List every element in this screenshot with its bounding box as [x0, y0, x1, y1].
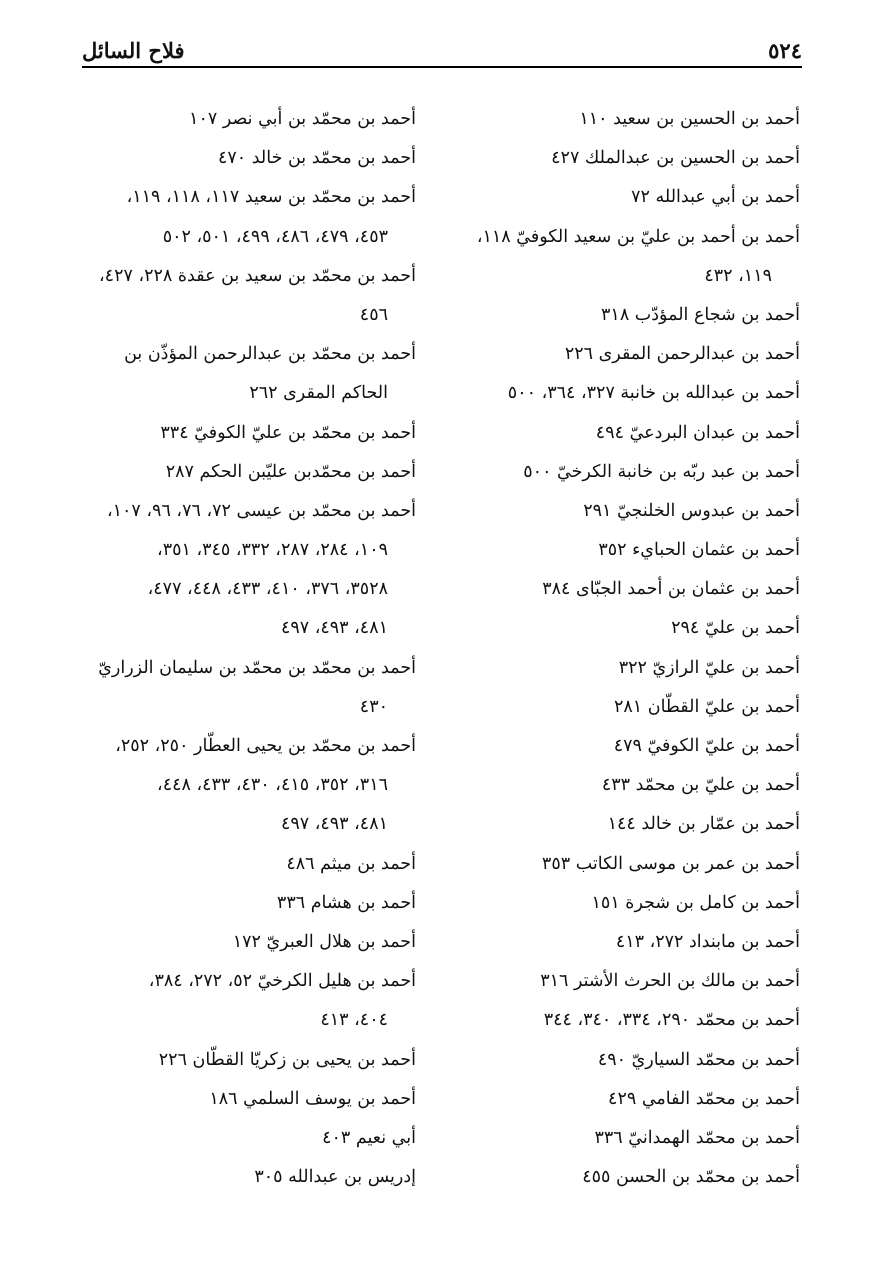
- index-entry: أحمد بن عليّ الكوفيّ ٤٧٩: [613, 736, 800, 756]
- index-entry: أحمد بن محمّد بن عيسى ٧٢، ٧٦، ٩٦، ١٠٧،: [106, 500, 416, 521]
- index-entry: أحمد بن محمّد الهمدانيّ ٣٣٦: [594, 1127, 800, 1148]
- index-entry: أحمد بن مابنداد ٢٧٢، ٤١٣: [615, 931, 800, 952]
- index-entry: أحمد بن يحيى بن زكريّا القطّان ٢٢٦: [158, 1049, 416, 1070]
- index-entry: أحمد بن محمّد بن أبي نصر ١٠٧: [189, 109, 416, 129]
- index-entry-continuation: ٤٠٤، ٤١٣: [320, 1010, 388, 1031]
- index-entry: أحمد بن كامل بن شجرة ١٥١: [591, 892, 800, 913]
- index-entry: أحمد بن محمّد الفامي ٤٢٩: [608, 1088, 800, 1109]
- index-entry: أحمد بن محمّد بن عليّ الكوفيّ ٣٣٤: [160, 422, 416, 443]
- index-column-left: [76, 100, 416, 1197]
- index-entry: أحمد بن محمّد بن يحيى العطّار ٢٥٠، ٢٥٢،: [115, 736, 416, 756]
- index-entry: إدريس بن عبدالله ٣٠٥: [254, 1167, 416, 1188]
- index-entry-continuation: ٤٨١، ٤٩٣، ٤٩٧: [280, 618, 388, 639]
- header-rule: [82, 66, 802, 68]
- index-entry: أحمد بن عمر بن موسى الكاتب ٣٥٣: [541, 853, 800, 874]
- index-entry: أحمد بن هلال العبريّ ١٧٢: [232, 931, 416, 952]
- index-entry: أحمد بن عمّار بن خالد ١٤٤: [607, 814, 800, 835]
- index-entry-continuation: ٤٨١، ٤٩٣، ٤٩٧: [280, 814, 388, 835]
- index-entry-continuation: ٣٥٢٨، ٣٧٦، ٤١٠، ٤٣٣، ٤٤٨، ٤٧٧،: [147, 579, 388, 600]
- index-entry: أحمد بن محمّد بن الحسن ٤٥٥: [582, 1167, 800, 1188]
- index-entry: أحمد بن محمّد ٢٩٠، ٣٣٤، ٣٤٠، ٣٤٤: [543, 1010, 800, 1031]
- index-entry-continuation: ٤٥٦: [359, 304, 388, 325]
- index-entry: أحمد بن محمّد بن عبدالرحمن المؤذّن بن: [124, 344, 416, 365]
- index-entry: أحمد بن عبدالرحمن المقرى ٢٢٦: [564, 344, 800, 365]
- index-entry: أحمد بن محمّد بن خالد ٤٧٠: [217, 148, 416, 169]
- index-entry-continuation: الحاكم المقرى ٢٦٢: [249, 383, 388, 404]
- index-entry: أحمد بن عثمان بن أحمد الجبّاى ٣٨٤: [542, 579, 800, 600]
- index-entry: أحمد بن عليّ الرازيّ ٣٢٢: [618, 657, 800, 678]
- index-entry: أحمد بن عبد ربّه بن خانبة الكرخيّ ٥٠٠: [523, 461, 800, 482]
- index-entry: أحمد بن الحسين بن سعيد ١١٠: [579, 109, 800, 129]
- running-title: فلاح السائل: [82, 38, 185, 63]
- index-column-right: [460, 100, 800, 1197]
- index-entry: أحمد بن عبدوس الخلنجيّ ٢٩١: [583, 500, 800, 521]
- index-entry: أحمد بن شجاع المؤدّب ٣١٨: [601, 304, 800, 325]
- index-entry: أحمد بن يوسف السلمي ١٨٦: [209, 1088, 416, 1109]
- index-entry: أحمد بن مالك بن الحرث الأشتر ٣١٦: [540, 971, 800, 992]
- index-entry-continuation: ٤٥٣، ٤٧٩، ٤٨٦، ٤٩٩، ٥٠١، ٥٠٢: [162, 226, 388, 247]
- page-number: ٥٢٤: [768, 38, 802, 63]
- index-entry: أبي نعيم ٤٠٣: [322, 1127, 416, 1148]
- index-entry: أحمد بن محمّد السياريّ ٤٩٠: [597, 1049, 800, 1070]
- index-entry: أحمد بن أحمد بن عليّ بن سعيد الكوفيّ ١١٨،: [476, 226, 800, 247]
- index-entry: أحمد بن أبي عبدالله ٧٢: [631, 187, 800, 208]
- index-entry: أحمد بن عبدان البردعيّ ٤٩٤: [595, 422, 800, 443]
- index-entry: أحمد بن عثمان الحبايء ٣٥٢: [598, 540, 800, 561]
- index-entry: أحمد بن محمّد بن محمّد بن سليمان الزراريّ: [98, 657, 416, 678]
- index-entry: أحمد بن محمّدبن عليّبن الحكم ٢٨٧: [165, 461, 416, 482]
- index-entry: أحمد بن محمّد بن سعيد بن عقدة ٢٢٨، ٤٢٧،: [99, 265, 416, 286]
- index-entry-continuation: ٣١٦، ٣٥٢، ٤١٥، ٤٣٠، ٤٣٣، ٤٤٨،: [157, 775, 388, 796]
- index-entry: أحمد بن عليّ القطّان ٢٨١: [613, 696, 800, 717]
- index-entry: أحمد بن عليّ ٢٩٤: [671, 618, 800, 639]
- index-entry: أحمد بن محمّد بن سعيد ١١٧، ١١٨، ١١٩،: [126, 187, 416, 208]
- page-header: [82, 32, 802, 66]
- index-entry-continuation: ١٠٩، ٢٨٤، ٢٨٧، ٣٣٢، ٣٤٥، ٣٥١،: [157, 540, 388, 561]
- index-entry: أحمد بن ميثم ٤٨٦: [286, 853, 416, 874]
- index-entry: أحمد بن الحسين بن عبدالملك ٤٢٧: [551, 148, 800, 169]
- index-entry: أحمد بن هشام ٣٣٦: [276, 892, 416, 913]
- index-entry: أحمد بن هليل الكرخيّ ٥٢، ٢٧٢، ٣٨٤،: [148, 971, 416, 992]
- index-entry-continuation: ٤٣٠: [359, 696, 388, 717]
- index-entry: أحمد بن عبدالله بن خانبة ٣٢٧، ٣٦٤، ٥٠٠: [507, 383, 800, 404]
- index-entry-continuation: ١١٩، ٤٣٢: [704, 265, 772, 286]
- index-entry: أحمد بن عليّ بن محمّد ٤٣٣: [601, 775, 800, 796]
